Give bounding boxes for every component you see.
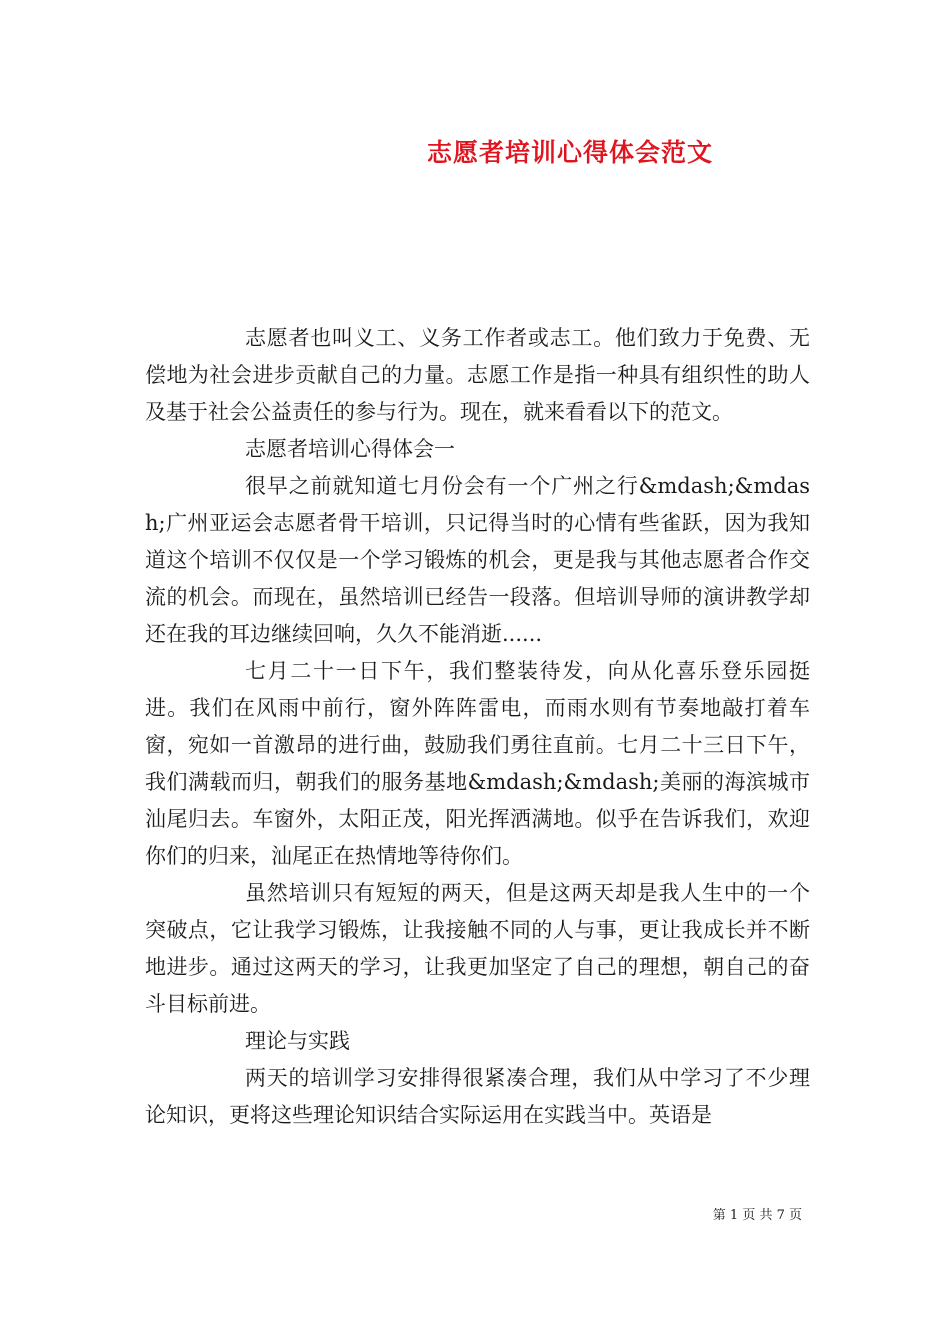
page-number: 第 1 页 共 7 页 (712, 1208, 802, 1223)
body-paragraph: 很早之前就知道七月份会有一个广州之行&mdash;&mdash;广州亚运会志愿者骨干培训，只记得当时的心情有些雀跃，因为我知道这个培训不仅仅是一个学习锻炼的机会，更是我与其他志愿者合作交流的机会。而现在，虽然培训已经告一段落。但培训导师的演讲教学却还在我的耳边继续回响，久久不能消逝...... (145, 474, 810, 646)
page-title: 志愿者培训心得体会范文 (426, 138, 713, 167)
section-heading: 理论与实践 (245, 1029, 350, 1053)
body-paragraph: 七月二十一日下午，我们整装待发，向从化喜乐登乐园挺进。我们在风雨中前行，窗外阵阵雷电，而雨水则有节奏地敲打着车窗，宛如一首激昂的进行曲，鼓励我们勇往直前。七月二十三日下午，我们满载而归，朝我们的服务基地&mdash;&mdash;美丽的海滨城市汕尾归去。车窗外，太阳正茂，阳光挥洒满地。似乎在告诉我们，欢迎你们的归来，汕尾正在热情地等待你们。 (145, 659, 810, 868)
document-body (145, 320, 810, 1134)
body-paragraph: 虽然培训只有短短的两天，但是这两天却是我人生中的一个突破点，它让我学习锻炼，让我接触不同的人与事，更让我成长并不断地进步。通过这两天的学习，让我更加坚定了自己的理想，朝自己的奋斗目标前进。 (145, 881, 810, 1016)
body-paragraph: 两天的培训学习安排得很紧凑合理，我们从中学习了不少理论知识，更将这些理论知识结合实际运用在实践当中。英语是 (145, 1066, 810, 1127)
section-heading: 志愿者培训心得体会一 (245, 437, 455, 461)
intro-paragraph: 志愿者也叫义工、义务工作者或志工。他们致力于免费、无偿地为社会进步贡献自己的力量。志愿工作是指一种具有组织性的助人及基于社会公益责任的参与行为。现在，就来看看以下的范文。 (145, 326, 810, 424)
